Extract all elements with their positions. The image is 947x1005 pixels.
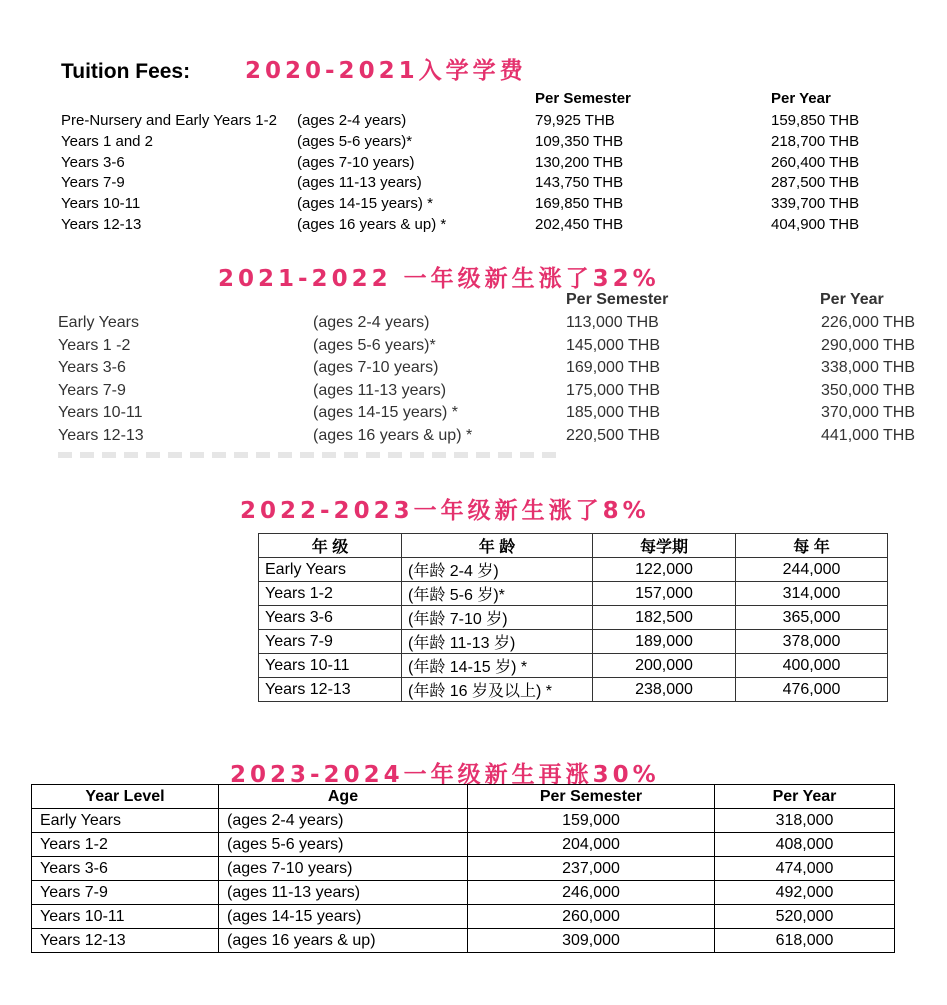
per-year-fee: 318,000 [715,809,895,833]
age-range: (ages 14-15 years) [219,905,468,929]
per-semester-fee: 237,000 [468,857,715,881]
per-year-fee: 260,400 THB [771,153,860,171]
age-range: (ages 2-4 years) [219,809,468,833]
section-heading-2022: 2022-2023一年级新生涨了8% [240,498,650,524]
year-level: Years 10-11 [58,404,143,421]
year-level: Early Years [58,314,139,331]
fee-row [0,402,947,424]
year-level: Years 1-2 [32,833,219,857]
year-level: Years 3-6 [259,606,402,630]
table-row [259,582,888,606]
per-semester-fee: 145,000 THB [566,336,660,354]
table-row [32,857,895,881]
table-row [32,809,895,833]
per-year-fee: 404,900 THB [771,216,860,233]
fee-row [0,335,947,357]
per-year-fee: 218,700 THB [771,132,860,150]
table-row [32,905,895,929]
year-level: Years 10-11 [32,905,219,929]
table-row [32,881,895,905]
per-semester-fee: 204,000 [468,833,715,857]
per-year-fee: 314,000 [736,582,888,606]
section-heading-2021: 2021-2022 一年级新生涨了32% [218,266,660,292]
per-semester-fee: 113,000 THB [566,314,659,331]
age-range: (年龄 16 岁及以上) * [402,678,593,702]
per-year-fee: 476,000 [736,678,888,702]
age-range: (ages 7-10 years) [219,857,468,881]
age-range: (年龄 7-10 岁) [402,606,593,630]
year-level: Years 12-13 [32,929,219,953]
header-age: 年 龄 [402,534,593,558]
per-semester-header: Per Semester [535,90,631,107]
year-level: Years 7-9 [58,381,126,399]
per-semester-fee: 169,850 THB [535,195,624,213]
header-per-year: 每 年 [736,534,888,558]
year-level: Years 7-9 [61,174,125,192]
per-year-fee: 520,000 [715,905,895,929]
year-level: Early Years [259,558,402,582]
header-per-semester: Per Semester [468,785,715,809]
age-range: (ages 5-6 years) [219,833,468,857]
header-grade: 年 级 [259,534,402,558]
per-semester-fee: 185,000 THB [566,404,660,421]
per-semester-header: Per Semester [566,291,669,308]
header-per-semester: 每学期 [593,534,736,558]
per-year-fee: 492,000 [715,881,895,905]
age-range: (ages 11-13 years) [219,881,468,905]
table-row [259,630,888,654]
per-semester-fee: 79,925 THB [535,112,615,129]
age-range: (ages 2-4 years) [297,112,407,129]
per-semester-fee: 202,450 THB [535,216,624,233]
per-semester-fee: 238,000 [593,678,736,702]
age-range: (ages 14-15 years) * [313,404,458,421]
table-row [259,654,888,678]
fee-row [0,425,947,447]
per-semester-fee: 130,200 THB [535,153,624,171]
year-level: Early Years [32,809,219,833]
age-range: (ages 7-10 years) [297,153,415,171]
year-level: Years 3-6 [58,359,126,376]
per-year-fee: 365,000 [736,606,888,630]
per-year-fee: 244,000 [736,558,888,582]
per-semester-fee: 175,000 THB [566,381,660,399]
year-level: Years 3-6 [61,153,125,171]
age-range: (ages 16 years & up) * [297,216,447,233]
age-range: (ages 5-6 years)* [313,336,436,354]
per-year-header: Per Year [820,291,884,308]
fee-row [0,312,947,334]
header-year-level: Year Level [32,785,219,809]
tuition-2023-2024-table [31,784,895,953]
table-header-row [32,785,895,809]
table-row [259,606,888,630]
age-range: (ages 16 years & up) [219,929,468,953]
per-year-fee: 290,000 THB [821,336,915,354]
per-year-fee: 474,000 [715,857,895,881]
section-heading-2023: 2023-2024一年级新生再涨30% [230,762,660,788]
tuition-fees-label: Tuition Fees: [61,60,191,83]
per-semester-fee: 189,000 [593,630,736,654]
per-year-fee: 339,700 THB [771,195,860,213]
section-heading-2020: 2020-2021入学学费 [245,58,527,84]
header-age: Age [219,785,468,809]
per-semester-fee: 309,000 [468,929,715,953]
year-level: Years 10-11 [259,654,402,678]
tuition-2022-2023-table [258,533,888,702]
per-year-fee: 338,000 THB [821,359,915,376]
per-year-fee: 378,000 [736,630,888,654]
per-semester-fee: 246,000 [468,881,715,905]
per-year-fee: 287,500 THB [771,174,860,192]
per-year-header: Per Year [771,90,831,107]
age-range: (ages 7-10 years) [313,359,439,376]
age-range: (ages 5-6 years)* [297,132,413,150]
per-year-fee: 618,000 [715,929,895,953]
per-year-fee: 400,000 [736,654,888,678]
age-range: (ages 11-13 years) [297,174,422,192]
per-semester-fee: 169,000 THB [566,359,660,376]
per-semester-fee: 182,500 [593,606,736,630]
age-range: (ages 14-15 years) * [297,195,433,213]
year-level: Years 7-9 [32,881,219,905]
age-range: (ages 2-4 years) [313,314,430,331]
year-level: Years 1 -2 [58,336,131,354]
per-year-fee: 350,000 THB [821,381,915,399]
per-year-fee: 370,000 THB [821,404,915,421]
year-level: Pre-Nursery and Early Years 1-2 [61,112,277,129]
per-semester-fee: 159,000 [468,809,715,833]
per-semester-fee: 220,500 THB [566,426,660,444]
year-level: Years 1 and 2 [61,132,154,150]
age-range: (年龄 14-15 岁) * [402,654,593,678]
year-level: Years 10-11 [61,195,141,213]
per-semester-fee: 122,000 [593,558,736,582]
age-range: (年龄 2-4 岁) [402,558,593,582]
per-year-fee: 159,850 THB [771,112,860,129]
table-row [259,558,888,582]
age-range: (ages 16 years & up) * [313,426,473,444]
age-range: (年龄 11-13 岁) [402,630,593,654]
per-semester-fee: 260,000 [468,905,715,929]
table-row [259,678,888,702]
table-header-row [259,534,888,558]
year-level: Years 12-13 [259,678,402,702]
per-semester-fee: 109,350 THB [535,132,624,150]
year-level: Years 12-13 [58,426,144,444]
per-semester-fee: 143,750 THB [535,174,624,192]
header-per-year: Per Year [715,785,895,809]
age-range: (ages 11-13 years) [313,381,447,399]
per-year-fee: 226,000 THB [821,314,915,331]
fee-row [0,380,947,402]
age-range: (年龄 5-6 岁)* [402,582,593,606]
year-level: Years 3-6 [32,857,219,881]
year-level: Years 12-13 [61,216,142,233]
per-year-fee: 441,000 THB [821,426,915,444]
year-level: Years 1-2 [259,582,402,606]
fee-row [0,357,947,379]
table-row [32,833,895,857]
cropped-footnote-fragment [58,452,558,458]
year-level: Years 7-9 [259,630,402,654]
per-semester-fee: 157,000 [593,582,736,606]
per-year-fee: 408,000 [715,833,895,857]
per-semester-fee: 200,000 [593,654,736,678]
table-row [32,929,895,953]
